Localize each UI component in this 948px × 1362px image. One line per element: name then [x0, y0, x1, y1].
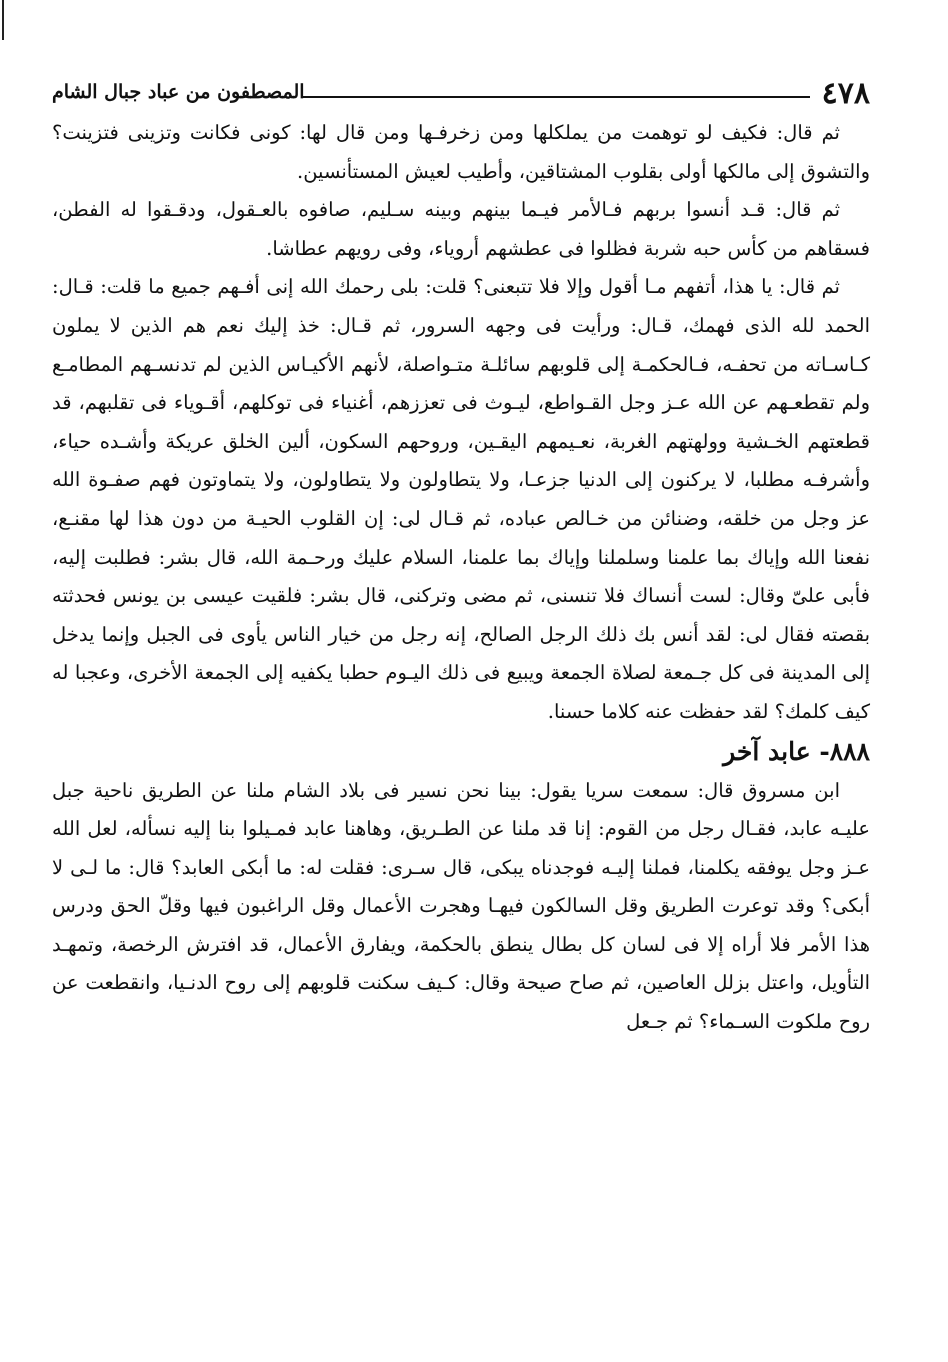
page-header	[52, 70, 870, 114]
paragraph: ثم قال: فكيف لو توهمت من يملكلها ومن زخرفـها ومن قال لها: كونى فكانت وتزينى فتزينت؟ والتشوق إلى مالكها أولى بقلوب المشتاقين، وأطيب لعيش المستأنسين.	[52, 121, 870, 183]
paragraph: ثم قال: يا هذا، أتفهم مـا أقول وإلا فلا تتبعنى؟ قلت: بلى رحمك الله إنى أفـهم جميع ما قلت: قـال: الحمد لله الذى فهمك، قـال: ورأيت فى وجهه السرور، ثم قـال: خذ إليك نعم هم الذين لا يملون كـاسـاته من تحفـه، فـالحكمـة إلى قلوبهم سائلـة متـواصلة، لأنهم الأكيـاس الذين لم تدنسـهم المطامـع ولم تقطعـهم عن الله عـز وجل القـواطع، ليـوث فى تعززهم، أغنياء فى توكلهم، أقـوياء فى تقلبهم، قد قطعتهم الخـشية وولهتهم الغربة، نعـيمهم اليقـين، وروحهم السكون، ألين الخلق عريكة وأشـده حياء، وأشرفـه مطلبا، لا يركنون إلى الدنيا جزعـا، ولا يتطاولون ولا يتطاولون، ولا يتماوتون فهم صفـوة الله عز وجل من خلقه، وضنائن من خـالص عباده، ثم قـال لى: إن القلوب الحيـة من دون هذا لها مقنـع، نفعنا الله وإياك بما علمنا وسلملنا وإياك بما علمنا، السلام عليك ورحـمة الله، قال بشر: فطلبت إليه، فأبى علىّ وقال: لست أنساك فلا تنسنى، ثم مضى وتركنى، قال بشر: فلقيت عيسى بن يونس فحدثته بقصته فقال لى: لقد أنس بك ذلك الرجل الصالح، إنه رجل من خيار الناس يأوى فى الجبل وإنما يدخل إلى المدينة فى كل جـمعة لصلاة الجمعة ويبيع فى ذلك اليـوم حطبا يكفيه إلى الجمعة الأخرى، وعجبا له كيف كلمك؟ لقد حفظت عنه كلاما حسنا.	[52, 275, 870, 723]
page-number: ٤٧٨	[821, 76, 870, 111]
running-title: المصطفون من عباد جبال الشام	[52, 81, 305, 103]
body-text	[52, 114, 870, 1042]
section-title: ٨٨٨- عابد آخر	[723, 736, 870, 766]
header-rule	[302, 96, 810, 98]
section-paragraph: ابن مسروق قال: سمعت سريا يقول: بينا نحن نسير فى بلاد الشام ملنا عن الطريق ناحية جبل عليـه عابد، فقـال رجل من القوم: إنا قد ملنا عن الطـريق، وهاهنا عابد فمـيلوا بنا إليه نسأله، لعل الله عـز وجل يوفقه يكلمنا، فملنا إليـه فوجدناه يبكى، قال سـرى: فقلت له: ما أبكى العابد؟ قال: ما لـى لا أبكى؟ وقد توعرت الطريق وقل السالكون فيهـا وهجرت الأعمال وقل الراغبون فيها وقلّ الحق ودرس هذا الأمر فلا أراه إلا فى لسان كل بطال ينطق بالحكمة، ويفارق الأعمال، قد افترش الرخصة، وتمهـد التأويل، واعتل بزلل العاصين، ثم صاح صيحة وقال: كـيف سكنت قلوبهم إلى روح الدنـيا، وانقطعت عن روح ملكوت السـماء؟ ثم جـعل	[52, 778, 870, 1034]
book-page	[52, 70, 870, 1042]
paragraph: ثم قال: قـد أنسوا بربهم فـالأمر فيـما بينهم وبينه سـليم، صافوه بالعـقول، ودقـقوا له الفطن، فسقاهم من كأس حبه شربة فظلوا فى عطشهم أروياء، وفى رويهم عطاشا.	[52, 198, 870, 260]
scan-edge-line	[2, 0, 4, 40]
